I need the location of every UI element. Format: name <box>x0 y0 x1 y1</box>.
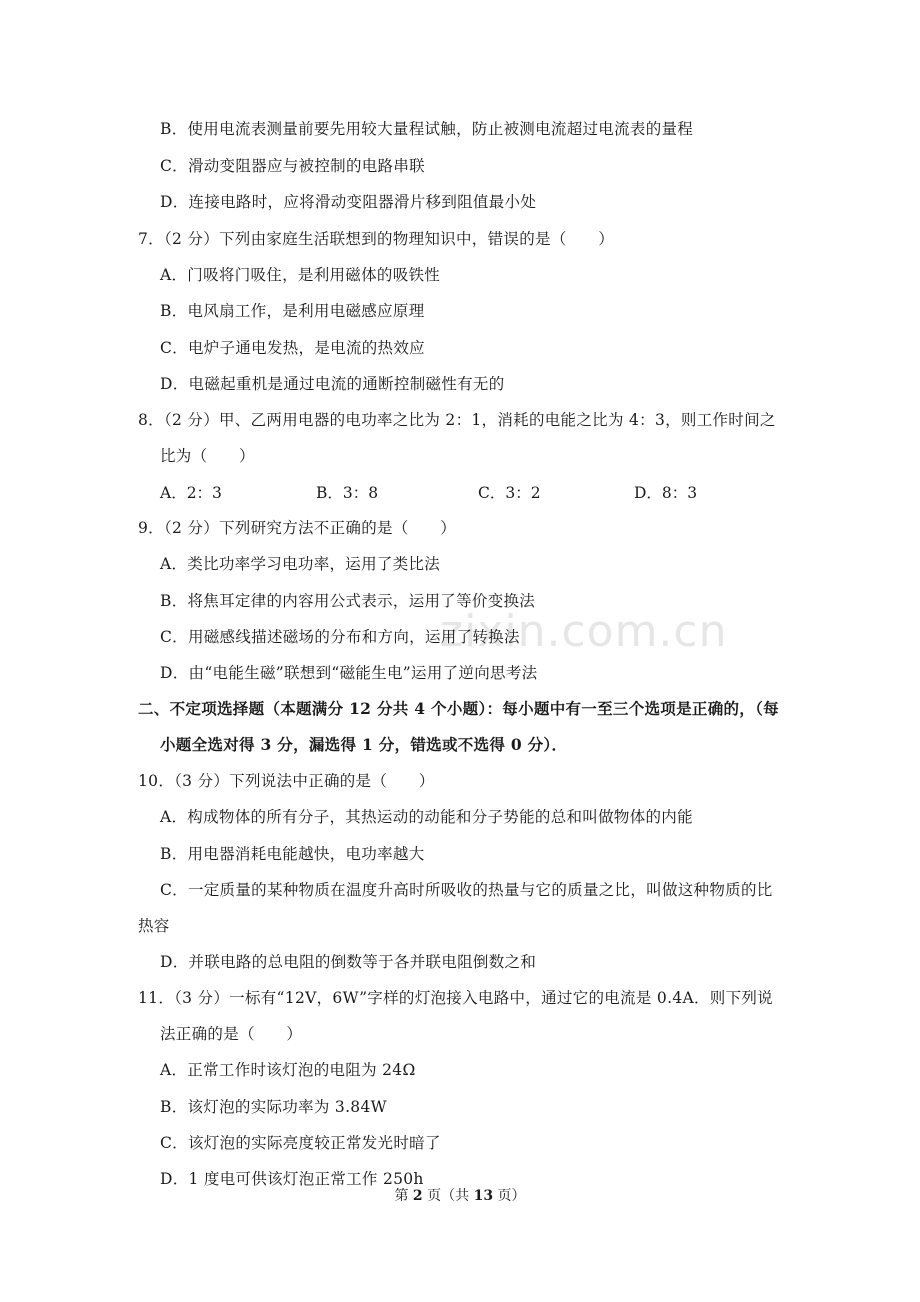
q11-option-b: B．该灯泡的实际功率为 3.84W <box>160 1098 387 1116</box>
q9-stem: 9．（2 分）下列研究方法不正确的是（ ） <box>138 519 457 537</box>
q11-stem: 11．（3 分）一标有“12V，6W”字样的灯泡接入电路中，通过它的电流是 0.4A．则下列说 <box>138 989 773 1007</box>
q11-option-c: C．该灯泡的实际亮度较正常发光时暗了 <box>160 1134 441 1152</box>
q11-option-a: A．正常工作时该灯泡的电阻为 24Ω <box>160 1061 416 1079</box>
footer-prefix: 第 <box>394 1188 413 1204</box>
q9-option-b: B．将焦耳定律的内容用公式表示，运用了等价变换法 <box>160 592 536 610</box>
q7-option-a: A．门吸将门吸住，是利用磁体的吸铁性 <box>160 266 441 284</box>
section2-heading: 二、不定项选择题（本题满分 12 分共 4 个小题）：每小题中有一至三个选项是正确的，（每 <box>138 699 779 718</box>
q8-option-c: C．3：2 <box>478 484 541 502</box>
q10-option-b: B．用电器消耗电能越快，电功率越大 <box>160 845 425 863</box>
q7-option-c: C．电炉子通电发热，是电流的热效应 <box>160 339 425 357</box>
q10-option-c-cont: 热容 <box>138 917 170 935</box>
q8-option-d: D．8：3 <box>634 484 698 502</box>
q7-option-d: D．电磁起重机是通过电流的通断控制磁性有无的 <box>160 375 505 393</box>
q7-option-b: B．电风扇工作，是利用电磁感应原理 <box>160 302 425 320</box>
q10-option-d: D．并联电路的总电阻的倒数等于各并联电阻倒数之和 <box>160 953 537 971</box>
q11-option-d: D．1 度电可供该灯泡正常工作 250h <box>160 1170 424 1188</box>
q10-option-a: A．构成物体的所有分子，其热运动的动能和分子势能的总和叫做物体的内能 <box>160 808 693 826</box>
footer-total-pages: 13 <box>473 1188 494 1204</box>
q6-option-b: B．使用电流表测量前要先用较大量程试触，防止被测电流超过电流表的量程 <box>160 120 694 138</box>
q9-option-d: D．由“电能生磁”联想到“磁能生电”运用了逆向思考法 <box>160 664 538 682</box>
section2-heading-cont: 小题全选对得 3 分，漏选得 1 分，错选或不选得 0 分）． <box>160 735 568 754</box>
q10-stem: 10．（3 分）下列说法中正确的是（ ） <box>138 772 435 790</box>
q10-option-c: C．一定质量的某种物质在温度升高时所吸收的热量与它的质量之比，叫做这种物质的比 <box>160 881 773 899</box>
q6-option-c: C．滑动变阻器应与被控制的电路串联 <box>160 157 425 175</box>
footer-middle: 页（共 <box>422 1188 474 1204</box>
q8-stem: 8．（2 分）甲、乙两用电器的电功率之比为 2：1，消耗的电能之比为 4：3，则工作时间之 <box>138 411 776 429</box>
page-footer <box>0 1186 920 1206</box>
q9-option-a: A．类比功率学习电功率，运用了类比法 <box>160 555 441 573</box>
q6-option-d: D．连接电路时，应将滑动变阻器滑片移到阻值最小处 <box>160 193 537 211</box>
footer-page-number: 2 <box>412 1188 423 1204</box>
q8-option-b: B．3：8 <box>316 484 379 502</box>
footer-suffix: 页） <box>493 1188 526 1204</box>
watermark: zixin.com.cn <box>440 606 728 657</box>
q8-option-a: A．2：3 <box>160 484 222 502</box>
q8-stem-cont: 比为（ ） <box>160 447 255 465</box>
q9-option-c: C．用磁感线描述磁场的分布和方向，运用了转换法 <box>160 628 520 646</box>
q7-stem: 7．（2 分）下列由家庭生活联想到的物理知识中，错误的是（ ） <box>138 230 615 248</box>
q11-stem-cont: 法正确的是（ ） <box>160 1025 303 1043</box>
